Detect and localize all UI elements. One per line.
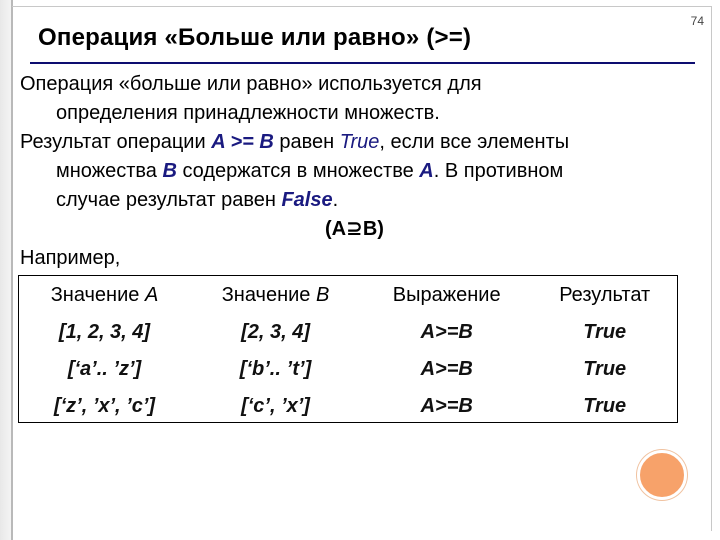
example-label: Например,	[20, 247, 121, 269]
paragraph-definition	[20, 70, 700, 128]
text: равен	[273, 131, 340, 153]
cell-value-a: [‘a’.. ’z’]	[67, 358, 142, 380]
cell-result: True	[583, 358, 627, 380]
text: случае результат равен	[56, 189, 282, 211]
cell-value-b: [‘c’, ’x’]	[241, 395, 310, 417]
variable-a: A	[419, 160, 434, 182]
true-keyword: True	[339, 131, 380, 153]
cell-expression: A>=B	[420, 395, 473, 417]
cell-result: True	[583, 395, 627, 417]
table-row	[19, 388, 677, 425]
slide-title: Операция «Больше или равно» (>=)	[38, 24, 472, 51]
text: . В противном	[433, 160, 564, 182]
header-var: B	[315, 283, 330, 306]
title-underline	[30, 62, 695, 64]
slide-body	[20, 70, 700, 273]
cell-value-a: [‘z’, ’x’, ’c’]	[53, 395, 156, 417]
table-row	[19, 314, 677, 351]
left-border-line	[11, 0, 13, 540]
paragraph-line: Операция «больше или равно» используется для	[20, 73, 482, 95]
paragraph-line	[20, 186, 700, 215]
header-var: A	[144, 283, 159, 306]
right-frame-line	[711, 6, 712, 531]
header-expression	[361, 276, 532, 314]
header-value-b	[190, 276, 361, 314]
cell-value-b: [2, 3, 4]	[241, 321, 310, 343]
example-table	[18, 275, 678, 423]
page-number: 74	[690, 14, 704, 28]
top-frame-line	[12, 6, 712, 7]
paragraph-result	[20, 128, 700, 215]
paragraph-line	[20, 157, 700, 186]
text: .	[332, 189, 339, 211]
cell-expression: A>=B	[420, 321, 473, 343]
header-text: Результат	[559, 283, 651, 306]
header-text: Выражение	[392, 283, 501, 306]
decorative-circle	[637, 450, 687, 500]
text: Результат операции	[20, 131, 212, 153]
example-table-grid	[19, 276, 677, 425]
header-value-a	[19, 276, 190, 314]
text: содержатся в множестве	[176, 160, 420, 182]
text: , если все элементы	[379, 131, 570, 153]
paragraph-line: определения принадлежности множеств.	[56, 102, 440, 124]
expression-keyword: A >= B	[211, 131, 274, 153]
variable-b: B	[162, 160, 177, 182]
cell-expression: A>=B	[420, 358, 473, 380]
header-text: Значение	[50, 283, 145, 306]
paragraph-line	[20, 128, 700, 157]
cell-result: True	[583, 321, 627, 343]
false-keyword: False	[281, 189, 333, 211]
header-text: Значение	[221, 283, 316, 306]
header-result	[532, 276, 677, 314]
text: множества	[56, 160, 163, 182]
table-header-row	[19, 276, 677, 314]
table-row	[19, 351, 677, 388]
cell-value-a: [1, 2, 3, 4]	[58, 321, 151, 343]
formula: (A⊇B)	[325, 218, 384, 240]
cell-value-b: [‘b’.. ’t’]	[239, 358, 312, 380]
